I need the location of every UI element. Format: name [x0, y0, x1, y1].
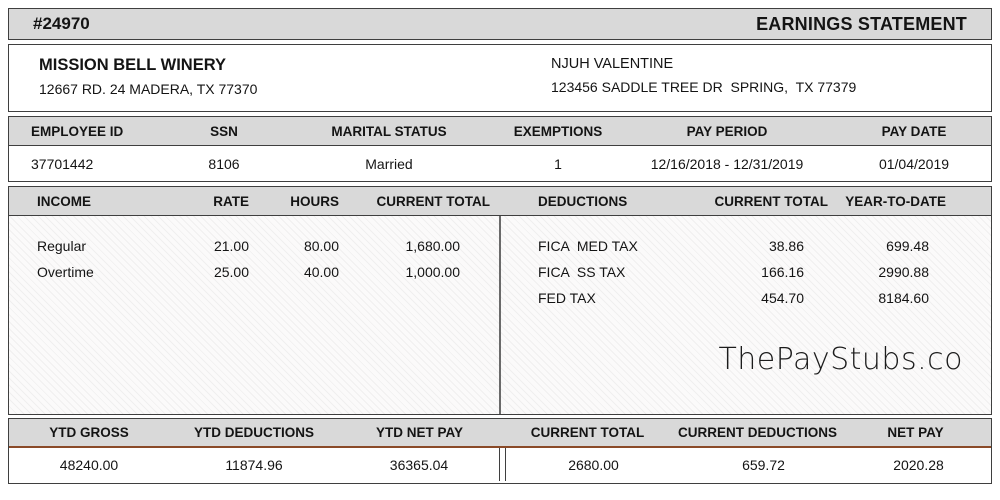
deductions-header: DEDUCTIONS — [538, 193, 628, 209]
pay-period-header: PAY PERIOD — [686, 123, 768, 139]
deduction-row-label: FICA SS TAX — [538, 264, 626, 280]
income-header-group — [9, 187, 500, 215]
pay-period-value: 12/16/2018 - 12/31/2019 — [650, 155, 804, 172]
earnings-statement-document — [8, 8, 992, 484]
deduction-row — [500, 285, 991, 311]
ytd-deductions-header: YTD DEDUCTIONS — [193, 425, 314, 440]
table-vertical-divider — [499, 216, 501, 414]
employee-block — [551, 56, 991, 111]
ssn-value: 8106 — [208, 155, 240, 172]
company-block — [9, 56, 551, 111]
thepaystubs-watermark: ThePayStubs.co — [718, 342, 963, 377]
income-row-current-total: 1,000.00 — [405, 264, 460, 280]
deduction-rows — [500, 216, 991, 414]
net-pay-header: NET PAY — [887, 425, 944, 440]
deduction-row-ytd: 699.48 — [886, 238, 929, 254]
current-deductions-value: 659.72 — [742, 456, 785, 473]
exemptions-header: EXEMPTIONS — [513, 123, 603, 139]
deduction-row — [500, 259, 991, 285]
income-rows — [9, 216, 500, 414]
income-row — [9, 259, 500, 285]
pay-date-value: 01/04/2019 — [878, 155, 950, 172]
net-pay-value: 2020.28 — [893, 456, 944, 473]
employee-info-header-row — [9, 117, 991, 146]
income-row-label: Overtime — [37, 264, 94, 280]
summary-header-row — [9, 419, 991, 448]
employee-info-section — [8, 116, 992, 182]
company-address: 12667 RD. 24 MADERA, TX 77370 — [39, 81, 258, 97]
summary-values-right — [505, 448, 991, 481]
summary-header-right — [500, 419, 991, 446]
year-to-date-header: YEAR-TO-DATE — [845, 193, 946, 209]
income-deductions-section — [8, 186, 992, 415]
deduction-row-label: FED TAX — [538, 290, 596, 306]
income-header: INCOME — [37, 193, 91, 209]
deduction-row-label: FICA MED TAX — [538, 238, 638, 254]
title-bar — [8, 8, 992, 40]
employee-id-value: 37701442 — [31, 155, 94, 172]
deduction-row-ytd: 2990.88 — [878, 264, 929, 280]
income-row-label: Regular — [37, 238, 87, 254]
deduction-row-ytd: 8184.60 — [878, 290, 929, 306]
ytd-net-pay-value: 36365.04 — [389, 456, 449, 473]
current-total-header: CURRENT TOTAL — [530, 425, 645, 440]
deduction-row-current-total: 38.86 — [768, 238, 804, 254]
deduction-row-current-total: 166.16 — [761, 264, 804, 280]
employee-name: NJUH VALENTINE — [551, 56, 674, 72]
income-row-current-total: 1,680.00 — [405, 238, 460, 254]
current-total-value: 2680.00 — [568, 456, 619, 473]
marital-status-value: Married — [365, 155, 413, 172]
employee-info-value-row — [9, 146, 991, 181]
summary-header-left — [9, 419, 500, 446]
income-current-total-header: CURRENT TOTAL — [376, 193, 490, 209]
income-deductions-header-row — [9, 187, 991, 216]
employee-address: 123456 SADDLE TREE DR SPRING, TX 77379 — [551, 79, 857, 95]
address-section — [8, 44, 992, 112]
rate-header: RATE — [213, 193, 249, 209]
pay-date-header: PAY DATE — [881, 123, 947, 139]
deductions-header-group — [500, 187, 991, 215]
income-deductions-body — [9, 216, 991, 414]
exemptions-value: 1 — [554, 155, 562, 172]
current-deductions-header: CURRENT DEDUCTIONS — [677, 425, 837, 440]
page-title: EARNINGS STATEMENT — [756, 13, 967, 34]
ytd-gross-header: YTD GROSS — [49, 425, 129, 440]
ssn-header: SSN — [210, 123, 238, 139]
summary-section — [8, 418, 992, 484]
marital-status-header: MARITAL STATUS — [331, 123, 447, 139]
deductions-current-total-header: CURRENT TOTAL — [714, 193, 828, 209]
company-name: MISSION BELL WINERY — [39, 56, 227, 74]
employee-id-header: EMPLOYEE ID — [31, 123, 124, 139]
income-row-rate: 21.00 — [213, 238, 249, 254]
income-row-rate: 25.00 — [213, 264, 249, 280]
ytd-gross-value: 48240.00 — [59, 456, 119, 473]
deduction-row — [500, 233, 991, 259]
statement-number: #24970 — [33, 14, 90, 33]
income-row-hours: 40.00 — [303, 264, 339, 280]
deduction-row-current-total: 454.70 — [761, 290, 804, 306]
summary-values-left — [9, 448, 500, 481]
ytd-deductions-value: 11874.96 — [225, 456, 283, 473]
income-row — [9, 233, 500, 259]
hours-header: HOURS — [290, 193, 339, 209]
summary-value-row — [9, 448, 991, 481]
income-row-hours: 80.00 — [303, 238, 339, 254]
ytd-net-pay-header: YTD NET PAY — [375, 425, 464, 440]
